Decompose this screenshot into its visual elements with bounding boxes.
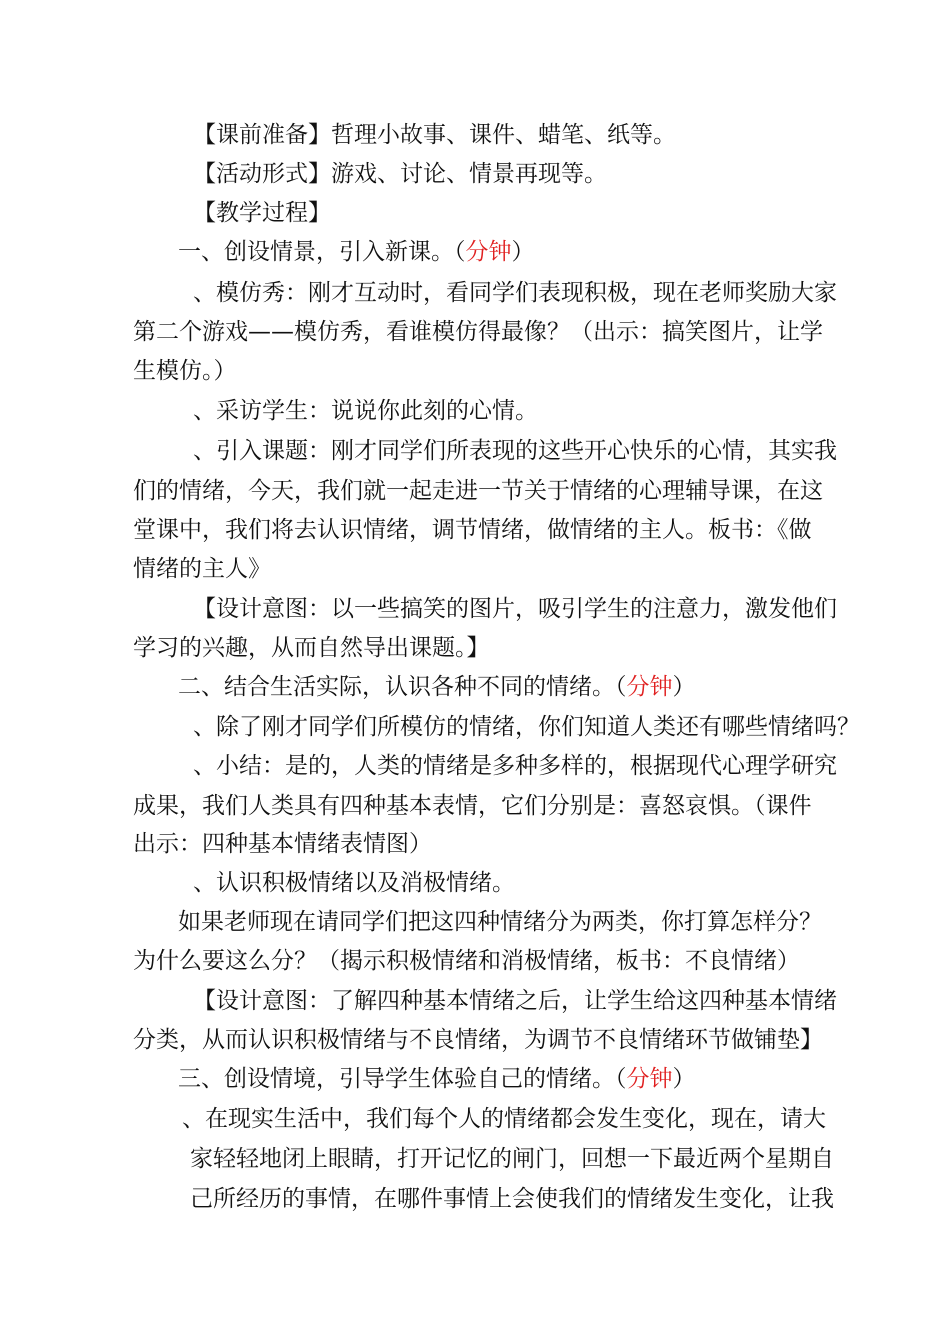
s2-p2-line1: 、小结：是的，人类的情绪是多种多样的，根据现代心理学研究 (193, 753, 837, 779)
section3-time: 分钟 (626, 1066, 673, 1092)
s3-p1-line3: 己所经历的事情，在哪件事情上会使我们的情绪发生变化，让我 (190, 1186, 834, 1212)
s2-p1-line: 、除了刚才同学们所模仿的情绪，你们知道人类还有哪些情绪吗？ (193, 714, 860, 740)
s1-p3-line1: 、引入课题：刚才同学们所表现的这些开心快乐的心情，其实我 (193, 438, 837, 464)
s1-design-line2: 学习的兴趣，从而自然导出课题。】 (133, 635, 490, 661)
s2-p2-line2: 成果，我们人类具有四种基本表情，它们分别是：喜怒哀惧。（课件 (133, 793, 812, 819)
section2-heading (178, 672, 696, 702)
s1-p2-line: 、采访学生：说说你此刻的心情。 (193, 398, 538, 424)
s2-design-line2: 分类，从而认识积极情绪与不良情绪，为调节不良情绪环节做铺垫】 (133, 1027, 823, 1053)
s1-p1-line3: 生模仿。） (133, 358, 237, 384)
s2-p2-line3: 出示：四种基本情绪表情图） (133, 831, 432, 857)
s3-p1-line1: 、在现实生活中，我们每个人的情绪都会发生变化，现在，请大 (182, 1106, 826, 1132)
s2-p4-line2: 为什么要这么分？（揭示积极情绪和消极情绪，板书：不良情绪） (133, 948, 800, 974)
s2-p3-line: 、认识积极情绪以及消极情绪。 (193, 870, 515, 896)
activity-form-line: 【活动形式】游戏、讨论、情景再现等。 (193, 161, 607, 187)
section1-title: 一、创设情景，引入新课。（ (178, 239, 466, 265)
s1-p3-line2: 们的情绪，今天，我们就一起走进一节关于情绪的心理辅导课，在这 (133, 478, 823, 504)
s1-design-line1: 【设计意图：以一些搞笑的图片，吸引学生的注意力，激发他们 (193, 596, 837, 622)
s1-p1-line1: 、模仿秀：刚才互动时，看同学们表现积极，现在老师奖励大家 (193, 280, 837, 306)
s1-p3-line4: 情绪的主人》 (133, 556, 271, 582)
section2-time: 分钟 (626, 674, 673, 700)
s1-p1-line2: 第二个游戏——模仿秀，看谁模仿得最像？（出示：搞笑图片，让学 (133, 319, 823, 345)
section1-heading (178, 237, 535, 267)
section2-close: ） (672, 674, 696, 700)
section3-close: ） (672, 1066, 696, 1092)
s3-p1-line2: 家轻轻地闭上眼睛，打开记忆的闸门，回想一下最近两个星期自 (190, 1146, 834, 1172)
section1-close: ） (511, 239, 535, 265)
s2-design-line1: 【设计意图：了解四种基本情绪之后，让学生给这四种基本情绪 (193, 988, 837, 1014)
section1-time: 分钟 (465, 239, 512, 265)
section3-title: 三、创设情境，引导学生体验自己的情绪。（ (178, 1066, 627, 1092)
s2-p4-line1: 如果老师现在请同学们把这四种情绪分为两类，你打算怎样分？ (178, 909, 822, 935)
prep-line: 【课前准备】哲理小故事、课件、蜡笔、纸等。 (193, 122, 676, 148)
section3-heading (178, 1064, 696, 1094)
section2-title: 二、结合生活实际，认识各种不同的情绪。（ (178, 674, 627, 700)
process-heading: 【教学过程】 (193, 200, 331, 226)
s1-p3-line3: 堂课中，我们将去认识情绪，调节情绪，做情绪的主人。板书：《做 (133, 517, 812, 543)
